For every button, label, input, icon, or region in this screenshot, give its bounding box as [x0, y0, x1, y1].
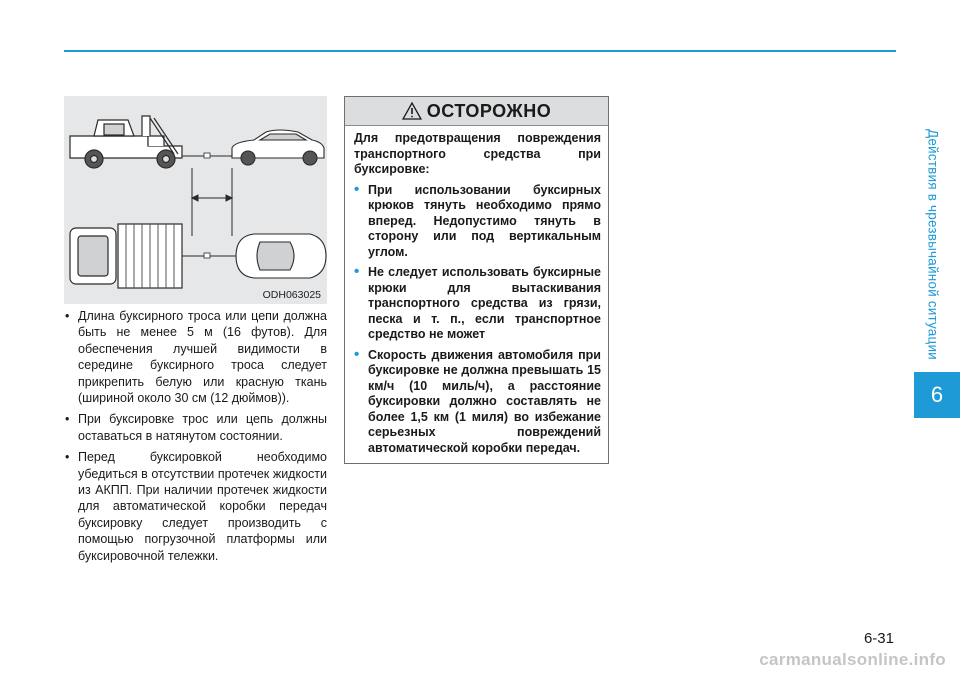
towed-car-top [236, 234, 326, 278]
warning-header [345, 97, 608, 126]
watermark: carmanualsonline.info [759, 650, 946, 669]
warning-item: • При использовании буксирных крюков тянуть необходимо прямо вперед. Недопустимо тянуть в сторону или под вертикальным углом. [354, 183, 601, 261]
chapter-tab: 6 [914, 372, 960, 418]
tow-truck-top [70, 224, 182, 288]
figure-code: ODH063025 [262, 289, 321, 301]
tow-truck-side [70, 116, 182, 168]
towing-instructions [64, 308, 327, 569]
section-title-text: Действия в чрезвычайной ситуации [925, 128, 941, 360]
warning-intro: Для предотвращения повреждения транспортного средства при буксировке: [354, 131, 601, 176]
section-side-title [920, 120, 946, 368]
towing-illustration [64, 96, 327, 304]
warning-box [344, 96, 609, 464]
page-number: 6-31 [863, 630, 894, 647]
towing-diagram [64, 96, 327, 304]
list-item: • Перед буксировкой необходимо убедиться в отсутствии протечек жидкости из АКПП. При наличии протечек жидкости для автоматической коробки передач буксировку следует производить с помощью погрузочной платформы или буксировочной тележки. [64, 449, 327, 564]
warning-body [345, 126, 608, 456]
warning-item: • Не следует использовать буксирные крюки для вытаскивания транспортного средства из грязи, песка и т. п., если транспортное средство не может [354, 265, 601, 343]
warning-item: • Скорость движения автомобиля при буксировке не должна превышать 15 км/ч (10 миль/ч), а расстояние буксировки должно составлять не более 1,5 км (1 миля) во избежание серьезных повреждений автоматической коробки передач. [354, 348, 601, 457]
list-item: • При буксировке трос или цепь должны оставаться в натянутом состоянии. [64, 411, 327, 444]
list-item: • Длина буксирного троса или цепи должна быть не менее 5 м (16 футов). Для обеспечения лучшей видимости в середине буксирного троса следует прикрепить белую или красную ткань (шириной около 30 см (12 дюймов)). [64, 308, 327, 406]
warning-title: ОСТОРОЖНО [426, 100, 552, 121]
towed-car-side [232, 130, 324, 165]
warning-triangle-icon [402, 102, 422, 120]
header-rule [64, 50, 896, 52]
